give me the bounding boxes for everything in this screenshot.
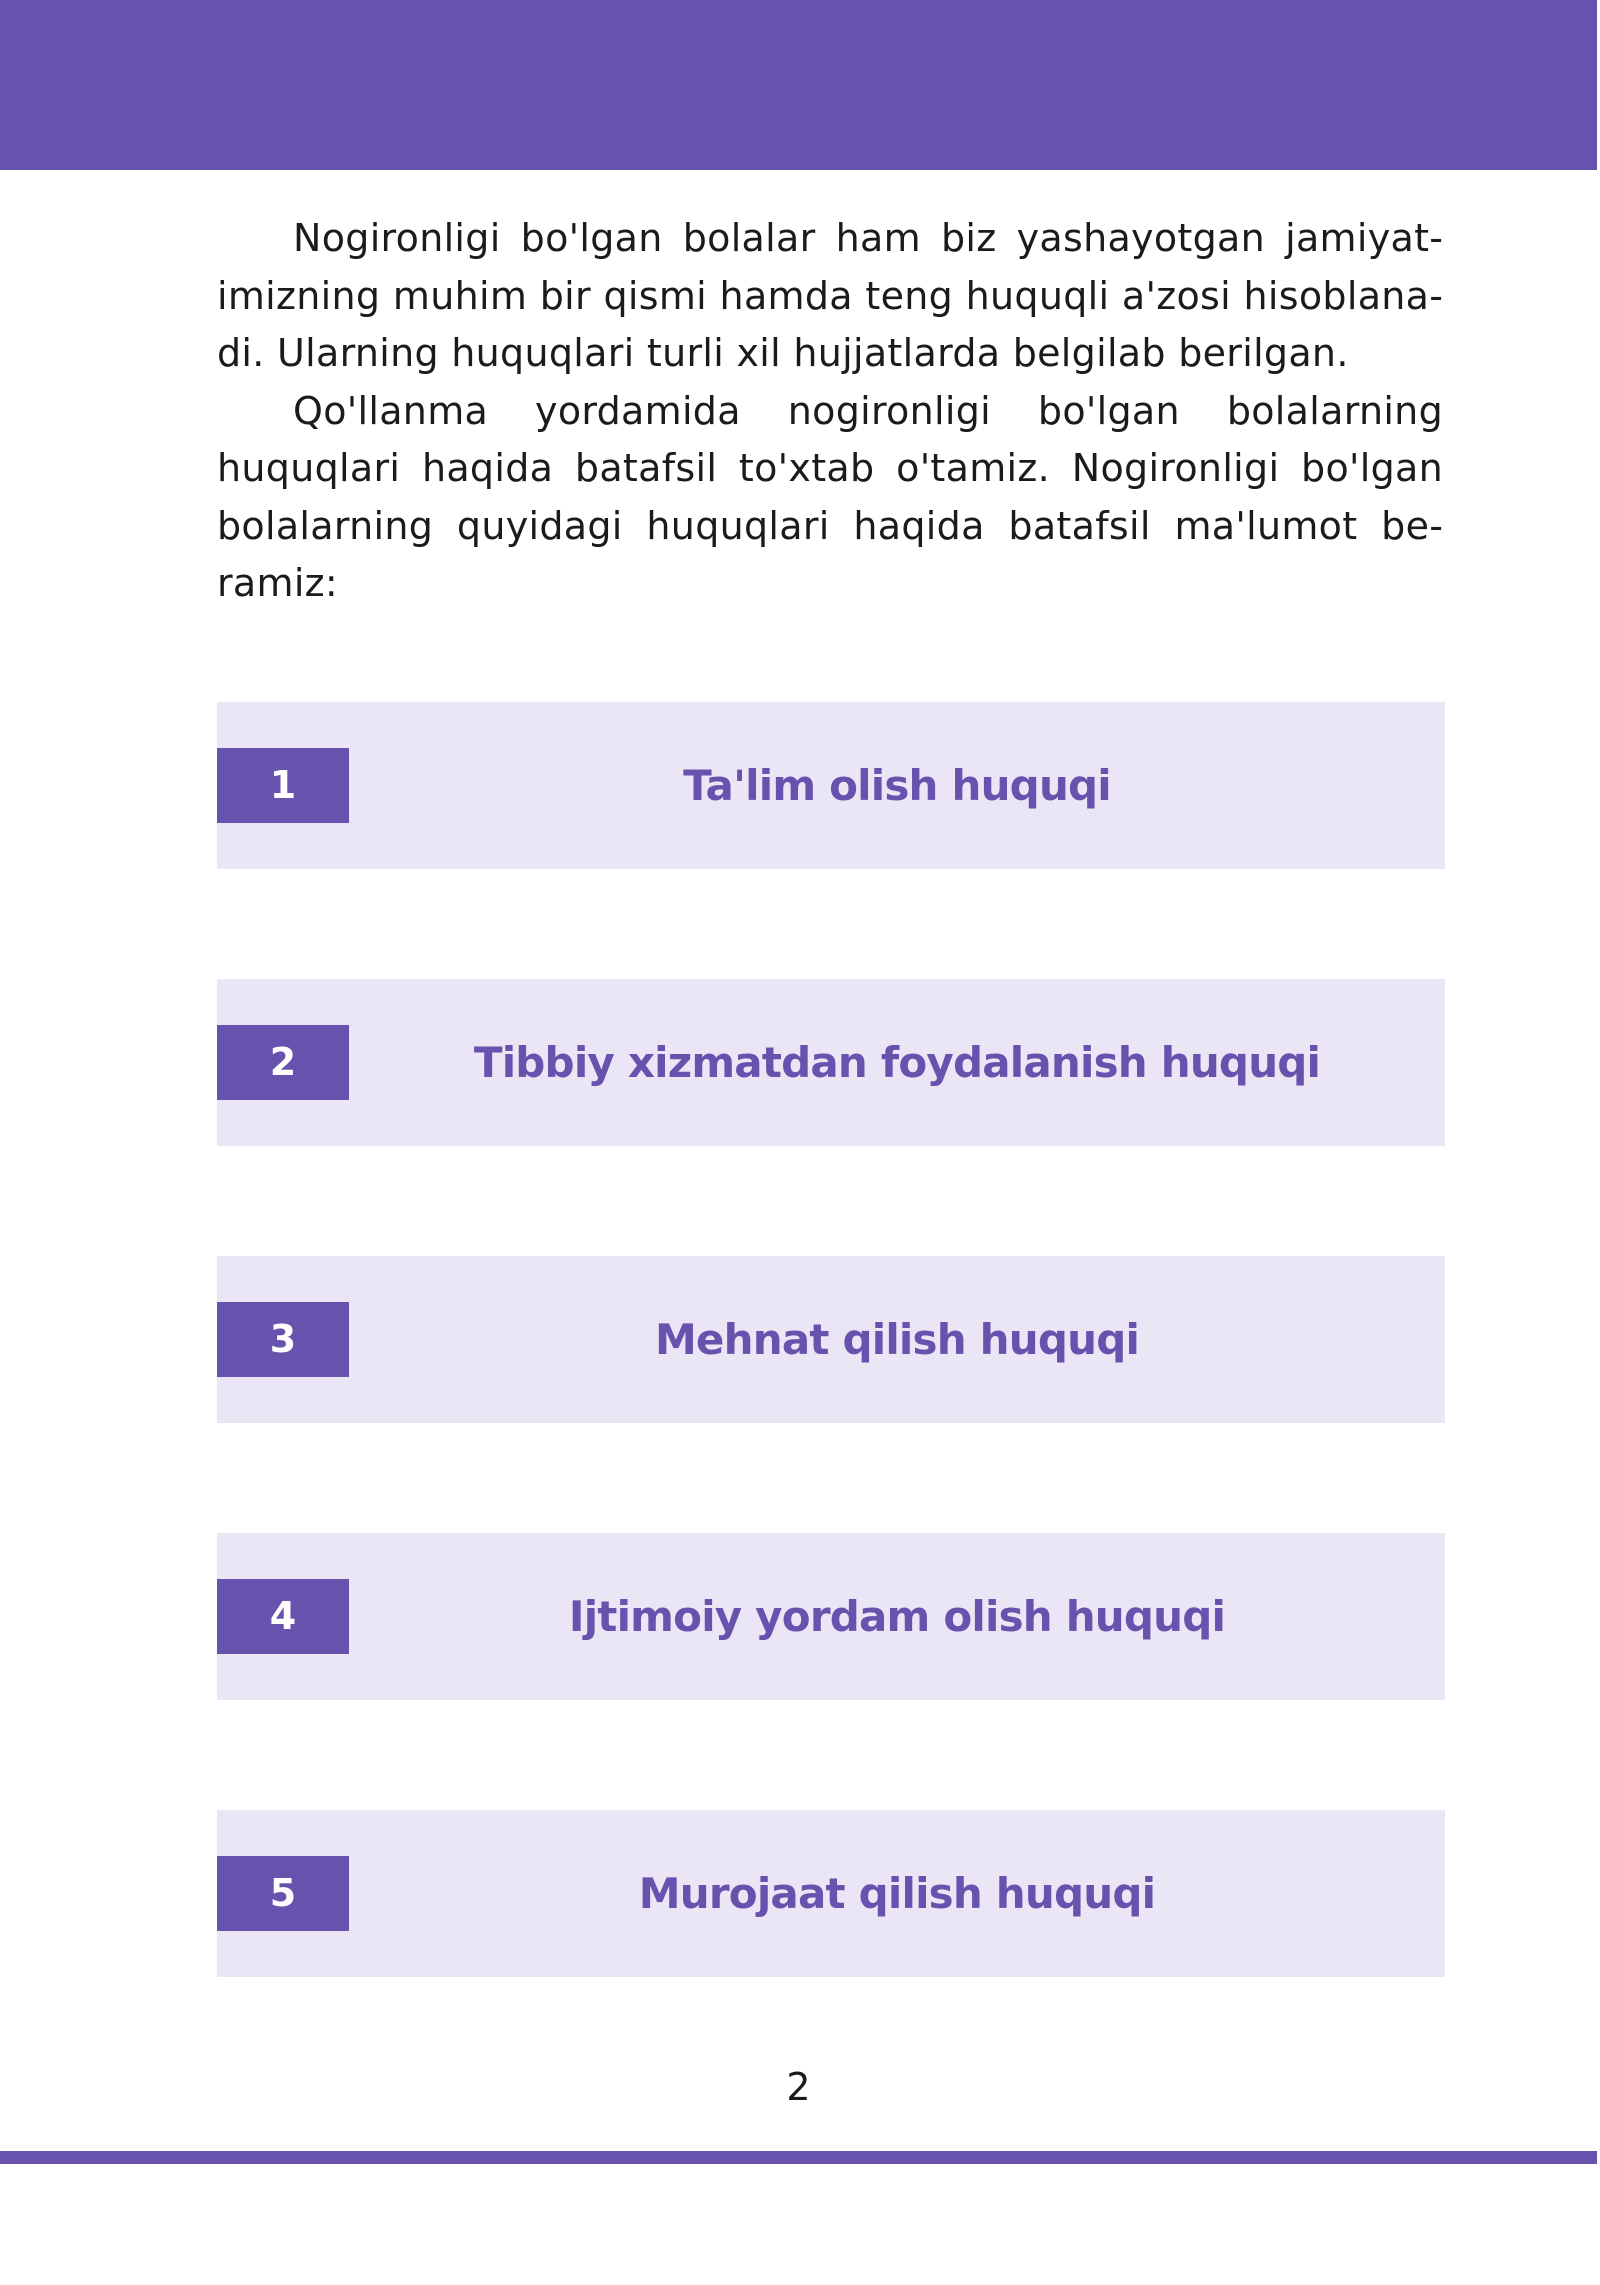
right-title: Mehnat qilish huquqi bbox=[654, 1315, 1140, 1364]
right-item bbox=[217, 979, 1445, 1146]
intro-paragraph: Nogironligi bo'lgan bolalar ham biz yashayotgan jamiyatimizning muhim bir qismi hamda teng huquqli a'zosi hisoblanadi. Ularning huquqlari turli xil hujjatlarda belgilab berilgan. bbox=[217, 216, 1443, 375]
right-number: 1 bbox=[217, 748, 349, 823]
right-title: Murojaat qilish huquqi bbox=[638, 1869, 1156, 1918]
right-number: 5 bbox=[217, 1856, 349, 1931]
right-item bbox=[217, 1533, 1445, 1700]
page-number: 2 bbox=[786, 2065, 811, 2109]
rights-list bbox=[217, 702, 1445, 2087]
right-item bbox=[217, 1810, 1445, 1977]
right-title: Ta'lim olish huquqi bbox=[683, 761, 1111, 810]
right-title: Tibbiy xizmatdan foydalanish huquqi bbox=[473, 1038, 1321, 1087]
intro-paragraph: Qo'llanma yordamida nogironligi bo'lgan bolalarning huquqlari haqida batafsil to'xtab o'tamiz. Nogironligi bo'lgan bolalarning quyidagi huquqlari haqida batafsil ma'lumot beramiz: bbox=[217, 388, 1443, 605]
intro-text bbox=[217, 210, 1443, 613]
right-number: 3 bbox=[217, 1302, 349, 1377]
right-number: 4 bbox=[217, 1579, 349, 1654]
right-item bbox=[217, 1256, 1445, 1423]
right-title: Ijtimoiy yordam olish huquqi bbox=[568, 1592, 1226, 1641]
right-number: 2 bbox=[217, 1025, 349, 1100]
right-item bbox=[217, 702, 1445, 869]
header-band bbox=[0, 0, 1597, 170]
footer-rule bbox=[0, 2151, 1597, 2164]
